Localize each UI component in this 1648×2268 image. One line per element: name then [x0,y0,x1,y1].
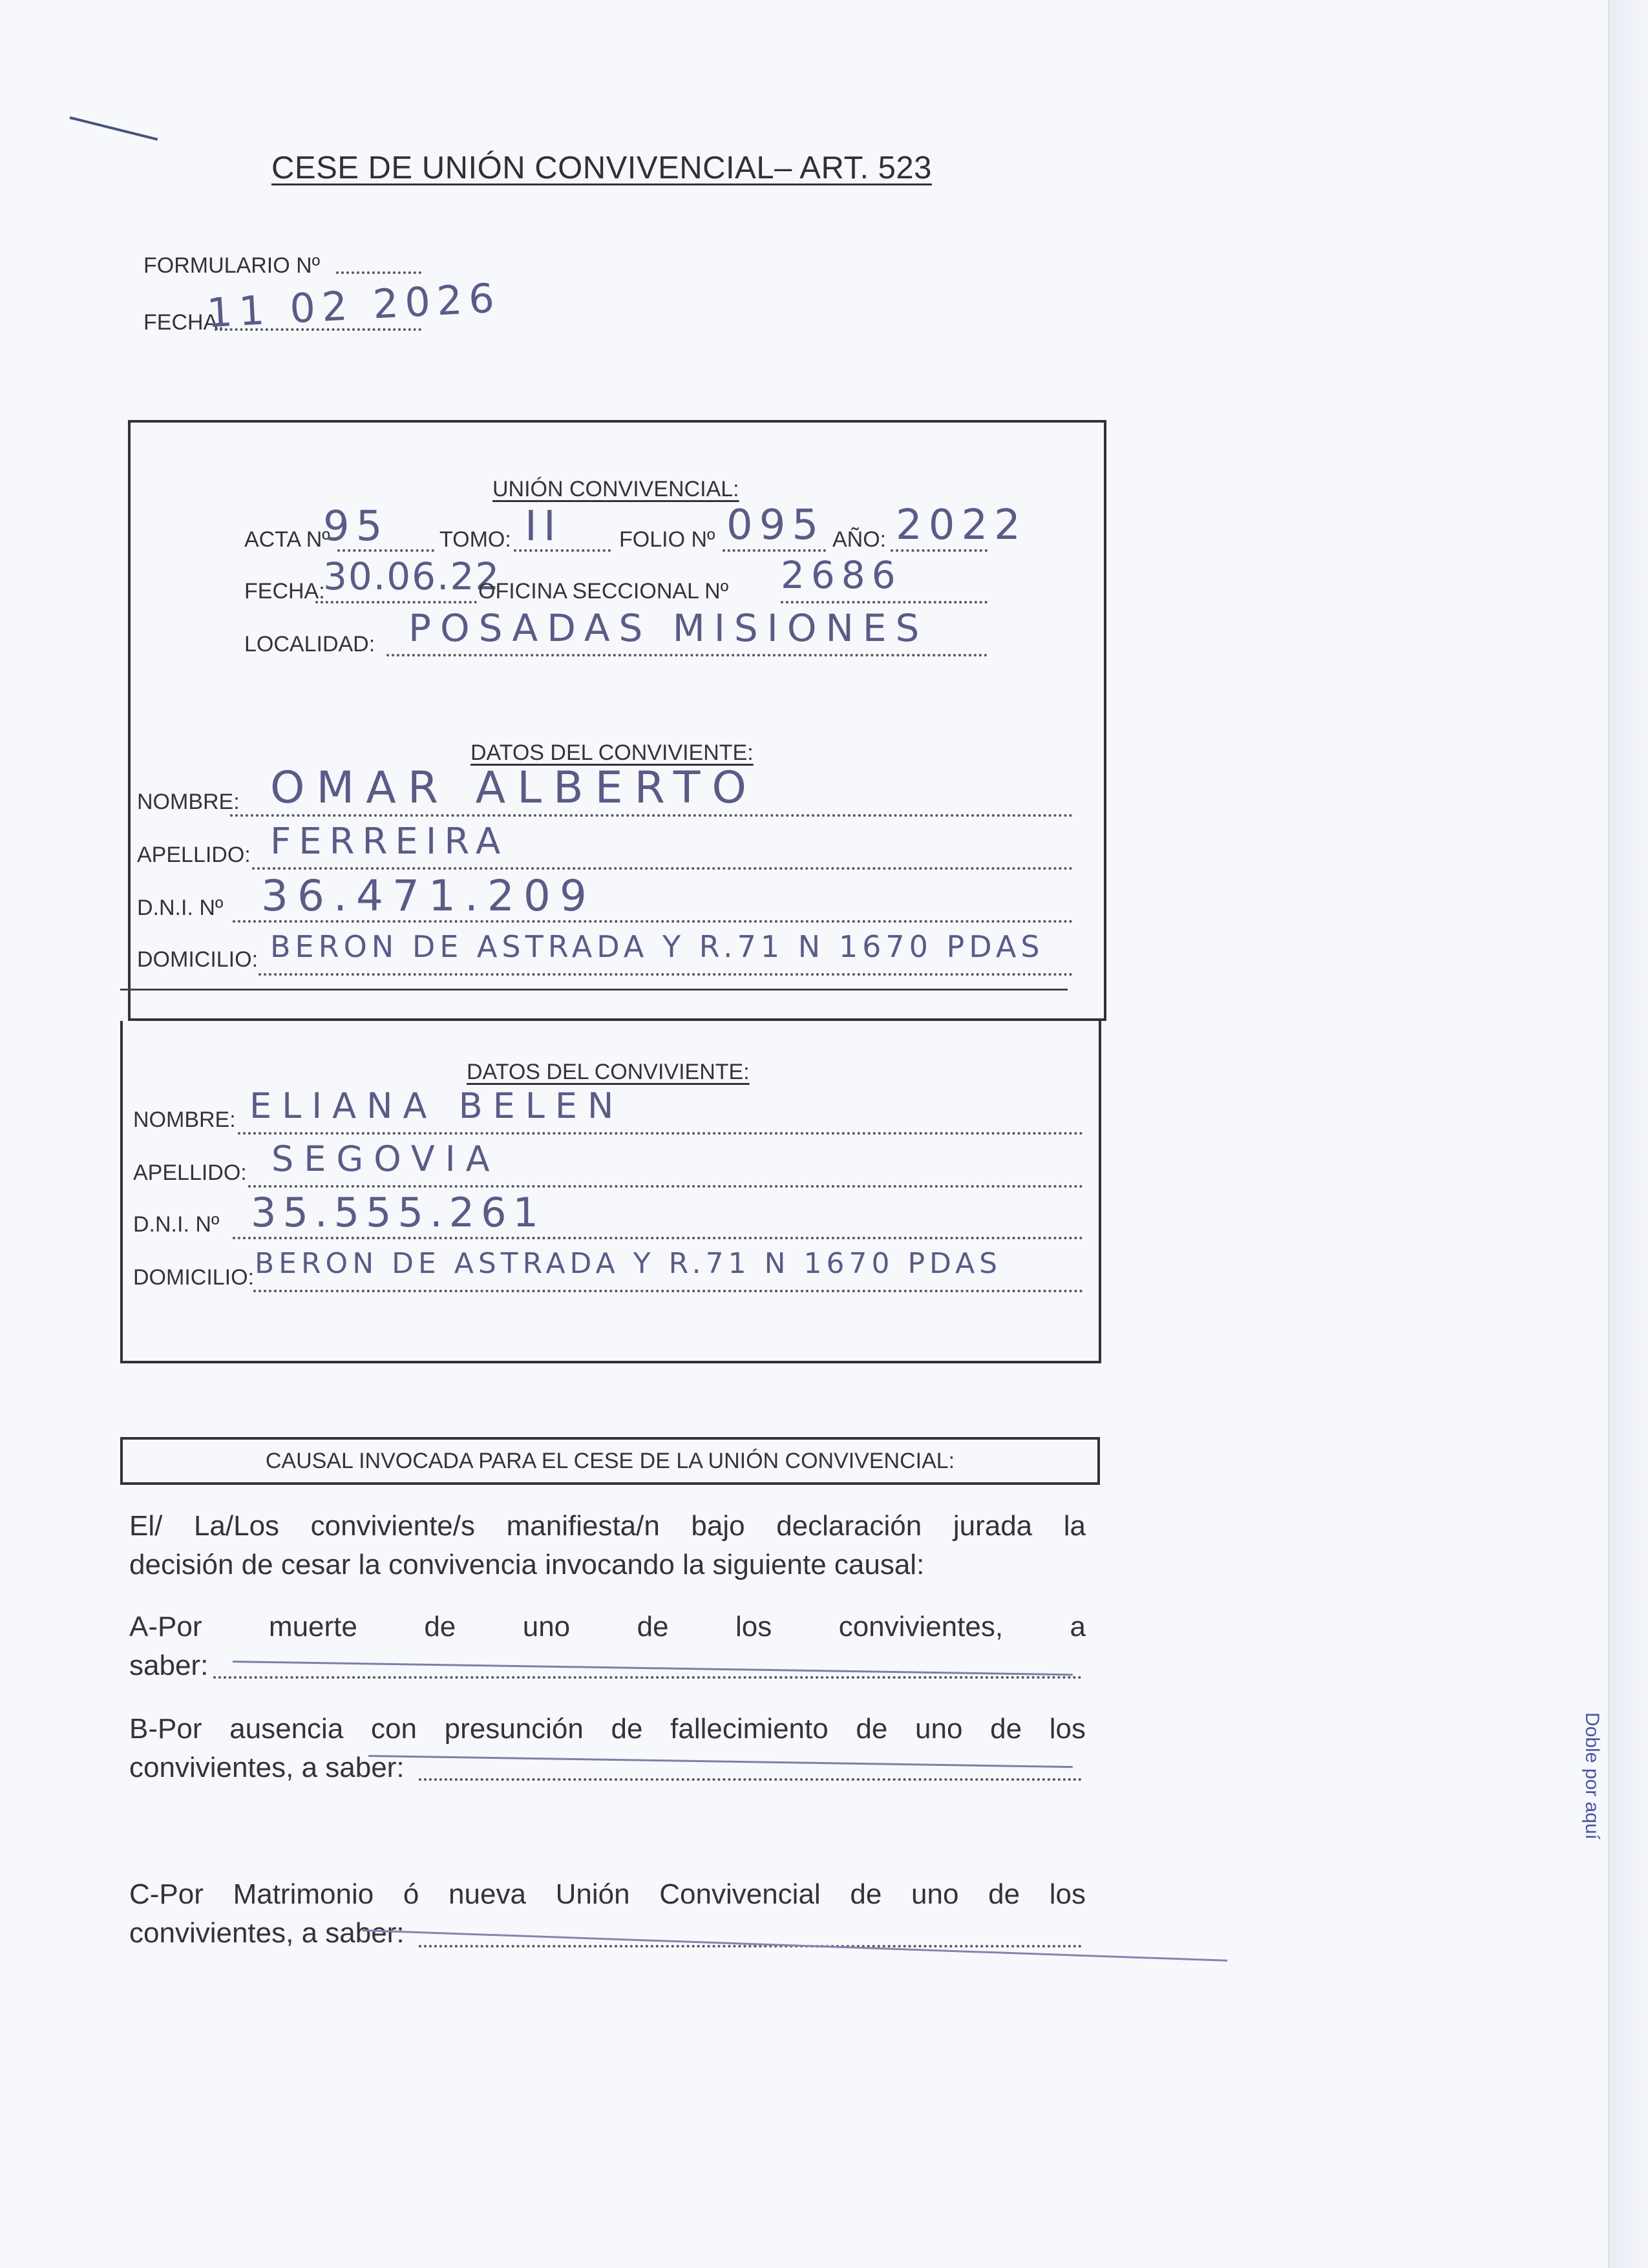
union-fecha-handwritten: 30.06.22 [323,554,501,598]
causal-intro-line2: decisión de cesar la convivencia invocando la siguiente causal: [129,1549,925,1580]
corner-pen-mark [70,116,158,141]
causal-c-dots [419,1945,1082,1948]
localidad-dots [386,654,988,656]
c1-apellido-dots [252,867,1073,870]
c1-dni-label: D.N.I. Nº [137,896,224,920]
acta-handwritten: 95 [323,503,389,551]
c2-apellido-dots [248,1185,1083,1188]
causal-a-line2: saber: [129,1650,209,1681]
fecha-label: FECHA: [143,310,224,335]
c2-dni-dots [233,1237,1083,1239]
c1-nombre-handwritten: OMAR ALBERTO [270,762,758,814]
causal-c-line1: C-Por Matrimonio ó nueva Unión Convivencial de uno de los [129,1878,1086,1910]
union-fecha-label: FECHA: [244,579,325,604]
conviviente-divider [120,989,1068,991]
c2-dni-label: D.N.I. Nº [133,1212,220,1237]
c1-apellido-handwritten: FERREIRA [270,821,509,863]
c2-domicilio-handwritten: BERON DE ASTRADA Y R.71 N 1670 PDAS [255,1247,1002,1280]
c1-domicilio-dots [259,973,1073,976]
folio-handwritten: 095 [726,501,825,549]
c1-nombre-label: NOMBRE: [137,790,240,814]
c1-domicilio-label: DOMICILIO: [137,947,259,972]
formulario-label: FORMULARIO Nº [143,253,321,278]
causal-intro-line1: El/ La/Los conviviente/s manifiesta/n bajo declaración jurada la [129,1510,1086,1542]
page-edge [1608,0,1648,2268]
fecha-handwritten: 11 02 2026 [206,274,502,337]
acta-label: ACTA Nº [244,527,330,552]
causal-a-dots [213,1676,1082,1679]
causal-b-line2: convivientes, a saber: [129,1752,405,1783]
conviviente1-heading: DATOS DEL CONVIVIENTE: [470,740,754,765]
causal-c-line2: convivientes, a saber: [129,1917,405,1949]
c2-apellido-label: APELLIDO: [133,1160,247,1185]
causal-b-line1: B-Por ausencia con presunción de fallecimiento de uno de los [129,1713,1086,1745]
c2-nombre-dots [238,1132,1083,1135]
c2-nombre-label: NOMBRE: [133,1108,236,1132]
c1-dni-handwritten: 36.471.209 [261,871,596,921]
c1-nombre-dots [230,814,1073,817]
oficina-dots [781,601,988,604]
union-heading: UNIÓN CONVIVENCIAL: [492,477,739,501]
tomo-label: TOMO: [439,527,511,552]
form-title: CESE DE UNIÓN CONVIVENCIAL– ART. 523 [271,151,932,185]
c2-apellido-handwritten: SEGOVIA [271,1139,500,1179]
causal-a-pen-line [233,1661,1073,1675]
anio-label: AÑO: [832,527,887,552]
causal-box: CAUSAL INVOCADA PARA EL CESE DE LA UNIÓN CONVIVENCIAL: [120,1437,1100,1485]
conviviente2-heading: DATOS DEL CONVIVIENTE: [467,1060,750,1084]
anio-dots [891,549,988,552]
union-fecha-dots [315,601,477,604]
oficina-label: OFICINA SECCIONAL Nº [478,579,729,604]
tomo-handwritten: II [525,503,562,551]
causal-b-pen-line [368,1755,1073,1768]
c1-apellido-label: APELLIDO: [137,843,251,867]
c1-domicilio-handwritten: BERON DE ASTRADA Y R.71 N 1670 PDAS [270,929,1044,964]
c2-nombre-handwritten: ELIANA BELEN [249,1086,624,1126]
oficina-handwritten: 2686 [781,553,902,597]
formulario-dots [336,271,421,274]
anio-handwritten: 2022 [896,501,1027,549]
localidad-handwritten: POSADAS MISIONES [408,606,929,650]
folio-dots [723,549,826,552]
c2-dni-handwritten: 35.555.261 [251,1189,545,1236]
c2-domicilio-dots [253,1290,1083,1292]
fold-margin-note: Doble por aquí [1581,1712,1603,1840]
causal-b-dots [419,1778,1082,1781]
c2-domicilio-label: DOMICILIO: [133,1265,255,1290]
folio-label: FOLIO Nº [619,527,715,552]
causal-a-line1: A-Por muerte de uno de los convivientes, a [129,1611,1086,1643]
localidad-label: LOCALIDAD: [244,632,375,656]
